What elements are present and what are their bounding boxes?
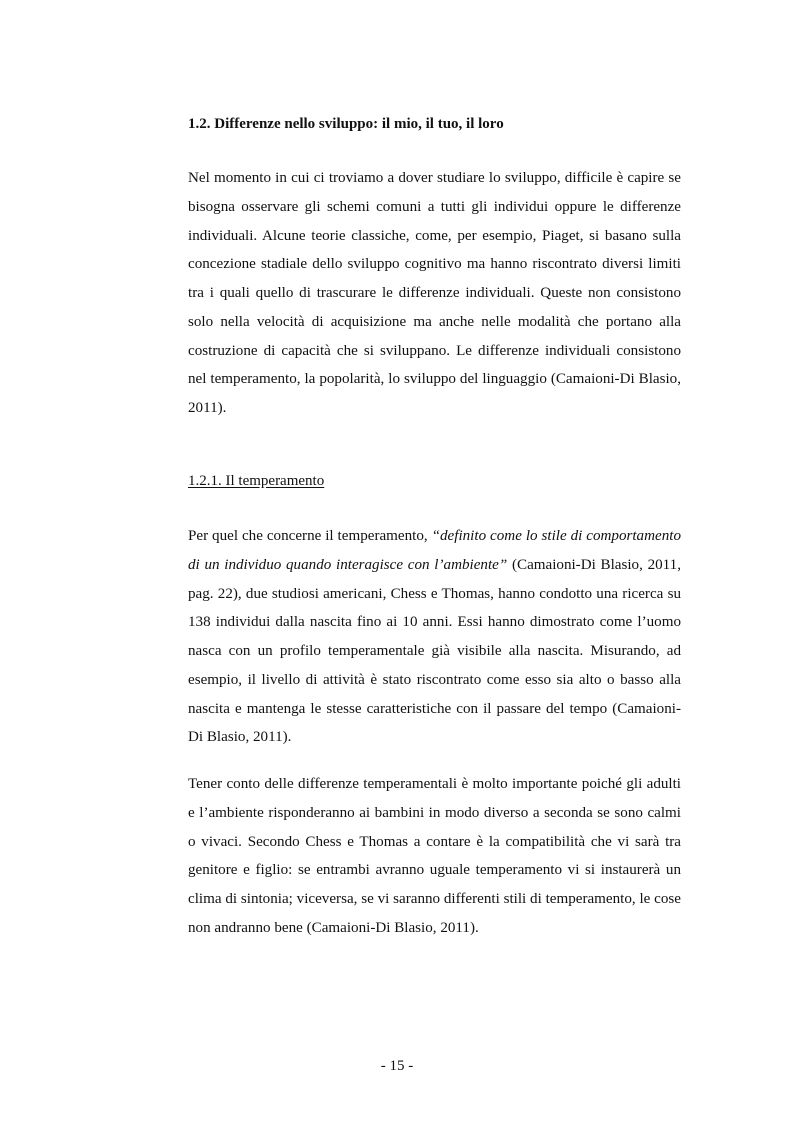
section-paragraph: Nel momento in cui ci troviamo a dover studiare lo sviluppo, difficile è capire se bisogna osservare gli schemi comuni a tutti gli individui oppure le differenze individuali. Alcune teorie classiche, come, per esempio, Piaget, si basano sulla concezione stadiale dello sviluppo cognitivo ma hanno riscontrato diversi limiti tra i quali quello di trascurare le differenze individuali. Queste non consistono solo nella velocità di acquisizione ma anche nelle modalità che portano alla costruzione di capacità che si sviluppano. Le differenze individuali consistono nel temperamento, la popolarità, lo sviluppo del linguaggio (Camaioni-Di Blasio, 2011). <box>188 170 681 416</box>
definition-quote: “definito come lo stile di comportamento di un individuo quando interagisce con l’ambiente” <box>188 528 681 573</box>
paragraph-rest: (Camaioni-Di Blasio, 2011, pag. 22), due studiosi americani, Chess e Thomas, hanno condotto una ricerca su 138 individui dalla nascita fino ai 10 anni. Essi hanno dimostrato come l’uomo nasca con un profilo temperamentale già visibile alla nascita. Misurando, ad esempio, il livello di attività è stato riscontrato come esso sia alto o basso alla nascita e mantenga le stesse caratteristiche con il passare del tempo (Camaioni-Di Blasio, 2011). <box>188 556 681 746</box>
subsection-paragraph-1 <box>188 522 681 752</box>
subsection-paragraph-2: Tener conto delle differenze temperamentali è molto importante poiché gli adulti e l’ambiente risponderanno ai bambini in modo diverso a seconda se sono calmi o vivaci. Secondo Chess e Thomas a contare è la compatibilità che vi sarà tra genitore e figlio: se entrambi avranno uguale temperamento vi si instaurerà un clima di sintonia; viceversa, se vi saranno differenti stili di temperamento, le cose non andranno bene (Camaioni-Di Blasio, 2011). <box>188 776 681 936</box>
paragraph-lead: Per quel che concerne il temperamento, <box>188 528 432 544</box>
page-number: - 15 - <box>380 1058 414 1074</box>
section-heading: 1.2. Differenze nello sviluppo: il mio, il tuo, il loro <box>188 116 504 132</box>
subsection-heading: 1.2.1. Il temperamento <box>188 473 325 489</box>
